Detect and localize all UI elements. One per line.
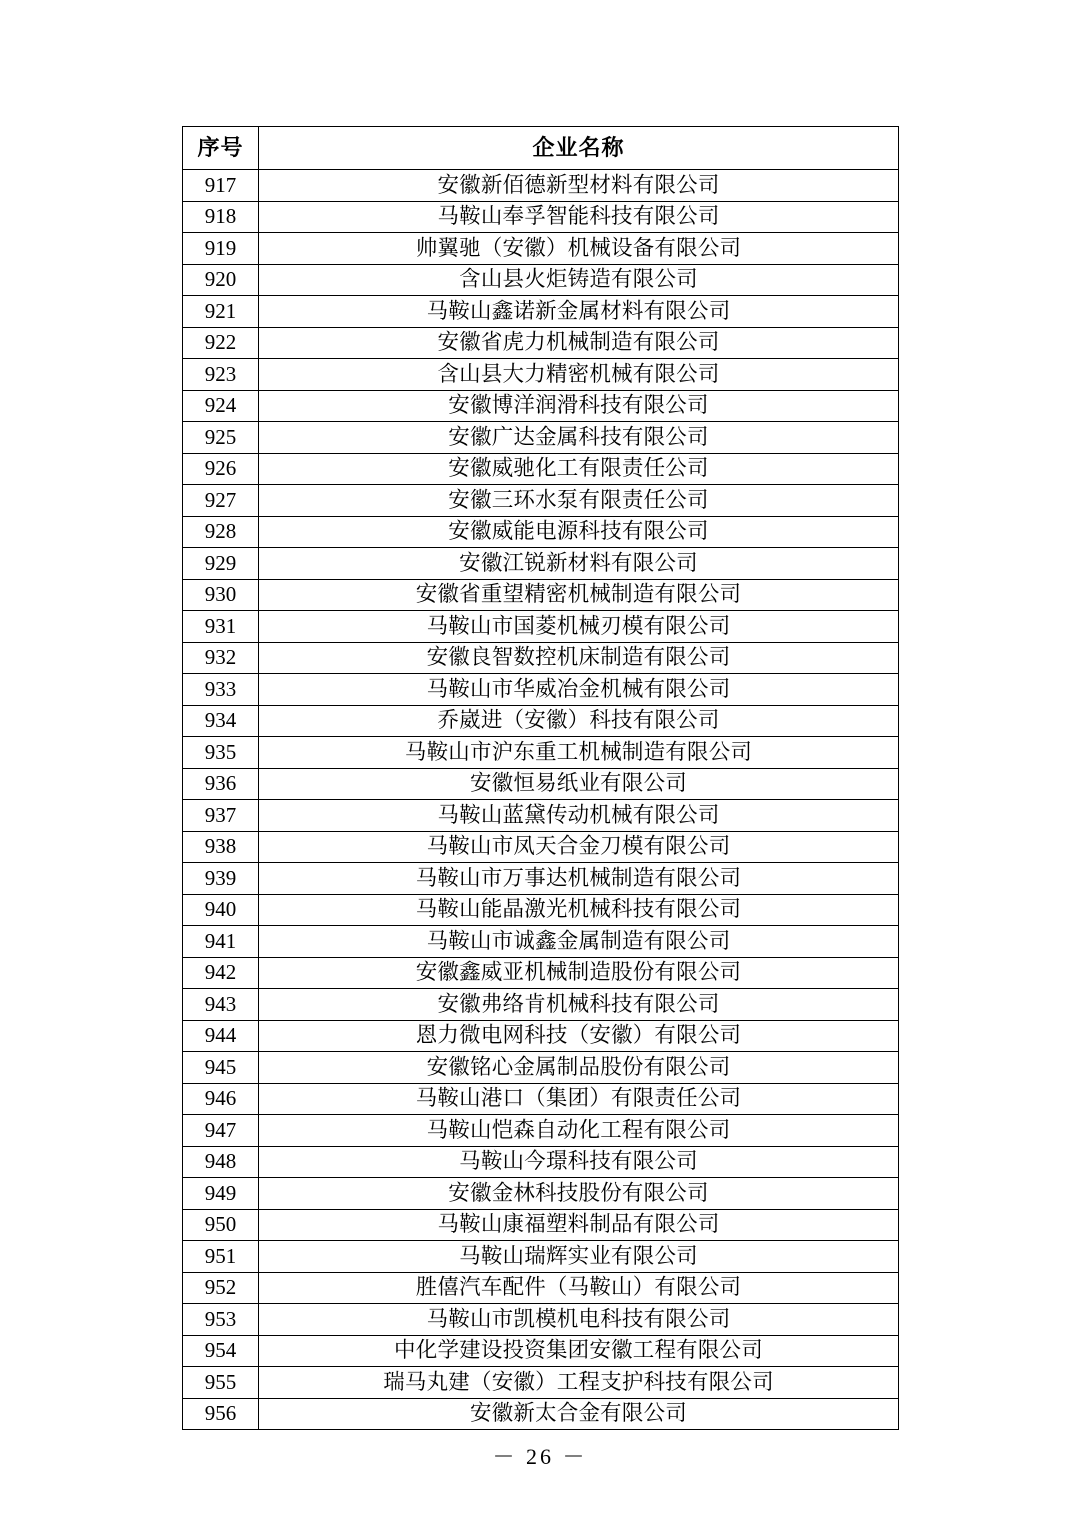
- enterprise-name-cell: 马鞍山市诚鑫金属制造有限公司: [259, 926, 899, 958]
- enterprise-listing-table: [182, 126, 899, 1430]
- row-index-cell: 952: [183, 1272, 259, 1304]
- enterprise-name-cell: 乔崴进（安徽）科技有限公司: [259, 705, 899, 737]
- row-index-cell: 951: [183, 1241, 259, 1273]
- row-index-cell: 928: [183, 516, 259, 548]
- row-index-cell: 955: [183, 1367, 259, 1399]
- row-index-cell: 949: [183, 1178, 259, 1210]
- enterprise-name-cell: 安徽良智数控机床制造有限公司: [259, 642, 899, 674]
- table-row: [183, 989, 899, 1021]
- table-row: [183, 548, 899, 580]
- row-index-cell: 934: [183, 705, 259, 737]
- enterprise-name-cell: 安徽威驰化工有限责任公司: [259, 453, 899, 485]
- enterprise-name-cell: 胜僖汽车配件（马鞍山）有限公司: [259, 1272, 899, 1304]
- row-index-cell: 948: [183, 1146, 259, 1178]
- table-row: [183, 327, 899, 359]
- row-index-cell: 950: [183, 1209, 259, 1241]
- row-index-cell: 923: [183, 359, 259, 391]
- row-index-cell: 918: [183, 201, 259, 233]
- table-row: [183, 1178, 899, 1210]
- enterprise-name-cell: 瑞马丸建（安徽）工程支护科技有限公司: [259, 1367, 899, 1399]
- table-row: [183, 1146, 899, 1178]
- enterprise-name-cell: 安徽省虎力机械制造有限公司: [259, 327, 899, 359]
- enterprise-name-cell: 安徽威能电源科技有限公司: [259, 516, 899, 548]
- table-body: [183, 170, 899, 1430]
- table-row: [183, 1083, 899, 1115]
- row-index-cell: 956: [183, 1398, 259, 1430]
- enterprise-name-cell: 含山县大力精密机械有限公司: [259, 359, 899, 391]
- table-row: [183, 453, 899, 485]
- table-row: [183, 1335, 899, 1367]
- row-index-cell: 927: [183, 485, 259, 517]
- row-index-cell: 947: [183, 1115, 259, 1147]
- enterprise-name-cell: 中化学建设投资集团安徽工程有限公司: [259, 1335, 899, 1367]
- enterprise-name-cell: 马鞍山奉孚智能科技有限公司: [259, 201, 899, 233]
- table-row: [183, 1367, 899, 1399]
- row-index-cell: 933: [183, 674, 259, 706]
- enterprise-name-cell: 安徽金林科技股份有限公司: [259, 1178, 899, 1210]
- table-row: [183, 1398, 899, 1430]
- enterprise-name-cell: 含山县火炬铸造有限公司: [259, 264, 899, 296]
- enterprise-name-cell: 安徽三环水泵有限责任公司: [259, 485, 899, 517]
- table-row: [183, 737, 899, 769]
- enterprise-name-cell: 安徽新佰德新型材料有限公司: [259, 170, 899, 202]
- row-index-cell: 917: [183, 170, 259, 202]
- row-index-cell: 929: [183, 548, 259, 580]
- table-row: [183, 705, 899, 737]
- row-index-cell: 932: [183, 642, 259, 674]
- row-index-cell: 953: [183, 1304, 259, 1336]
- table-row: [183, 201, 899, 233]
- table-row: [183, 1304, 899, 1336]
- enterprise-name-cell: 马鞍山市沪东重工机械制造有限公司: [259, 737, 899, 769]
- table-row: [183, 1272, 899, 1304]
- enterprise-listing-table-wrapper: [182, 126, 898, 1430]
- table-row: [183, 516, 899, 548]
- enterprise-name-cell: 马鞍山港口（集团）有限责任公司: [259, 1083, 899, 1115]
- enterprise-name-cell: 安徽省重望精密机械制造有限公司: [259, 579, 899, 611]
- table-header-row: [183, 127, 899, 170]
- enterprise-name-cell: 安徽铭心金属制品股份有限公司: [259, 1052, 899, 1084]
- row-index-cell: 920: [183, 264, 259, 296]
- enterprise-name-cell: 安徽鑫威亚机械制造股份有限公司: [259, 957, 899, 989]
- row-index-cell: 937: [183, 800, 259, 832]
- table-row: [183, 359, 899, 391]
- table-row: [183, 1115, 899, 1147]
- enterprise-name-cell: 安徽恒易纸业有限公司: [259, 768, 899, 800]
- table-row: [183, 485, 899, 517]
- row-index-cell: 942: [183, 957, 259, 989]
- row-index-cell: 930: [183, 579, 259, 611]
- table-row: [183, 800, 899, 832]
- row-index-cell: 936: [183, 768, 259, 800]
- enterprise-name-cell: 马鞍山能晶激光机械科技有限公司: [259, 894, 899, 926]
- table-row: [183, 831, 899, 863]
- row-index-cell: 935: [183, 737, 259, 769]
- enterprise-name-cell: 马鞍山康福塑料制品有限公司: [259, 1209, 899, 1241]
- enterprise-name-cell: 马鞍山市万事达机械制造有限公司: [259, 863, 899, 895]
- row-index-cell: 922: [183, 327, 259, 359]
- enterprise-name-cell: 恩力微电网科技（安徽）有限公司: [259, 1020, 899, 1052]
- row-index-cell: 925: [183, 422, 259, 454]
- table-row: [183, 233, 899, 265]
- table-row: [183, 642, 899, 674]
- table-row: [183, 170, 899, 202]
- table-row: [183, 926, 899, 958]
- table-row: [183, 957, 899, 989]
- enterprise-name-cell: 马鞍山恺森自动化工程有限公司: [259, 1115, 899, 1147]
- table-row: [183, 1209, 899, 1241]
- row-index-cell: 924: [183, 390, 259, 422]
- table-row: [183, 296, 899, 328]
- column-header-enterprise-name: 企业名称: [259, 127, 899, 170]
- table-row: [183, 264, 899, 296]
- row-index-cell: 941: [183, 926, 259, 958]
- table-row: [183, 390, 899, 422]
- row-index-cell: 919: [183, 233, 259, 265]
- enterprise-name-cell: 帅翼驰（安徽）机械设备有限公司: [259, 233, 899, 265]
- enterprise-name-cell: 安徽弗络肯机械科技有限公司: [259, 989, 899, 1021]
- enterprise-name-cell: 安徽广达金属科技有限公司: [259, 422, 899, 454]
- row-index-cell: 946: [183, 1083, 259, 1115]
- enterprise-name-cell: 安徽新太合金有限公司: [259, 1398, 899, 1430]
- table-row: [183, 1052, 899, 1084]
- row-index-cell: 939: [183, 863, 259, 895]
- row-index-cell: 954: [183, 1335, 259, 1367]
- row-index-cell: 940: [183, 894, 259, 926]
- row-index-cell: 944: [183, 1020, 259, 1052]
- table-row: [183, 611, 899, 643]
- table-row: [183, 674, 899, 706]
- page-number: － 26 －: [492, 1444, 588, 1469]
- enterprise-name-cell: 马鞍山鑫诺新金属材料有限公司: [259, 296, 899, 328]
- enterprise-name-cell: 安徽江锐新材料有限公司: [259, 548, 899, 580]
- table-row: [183, 768, 899, 800]
- enterprise-name-cell: 马鞍山瑞辉实业有限公司: [259, 1241, 899, 1273]
- table-row: [183, 894, 899, 926]
- enterprise-name-cell: 马鞍山市凤天合金刀模有限公司: [259, 831, 899, 863]
- row-index-cell: 921: [183, 296, 259, 328]
- enterprise-name-cell: 马鞍山市凯模机电科技有限公司: [259, 1304, 899, 1336]
- table-row: [183, 1241, 899, 1273]
- table-row: [183, 579, 899, 611]
- enterprise-name-cell: 马鞍山今璟科技有限公司: [259, 1146, 899, 1178]
- row-index-cell: 926: [183, 453, 259, 485]
- row-index-cell: 931: [183, 611, 259, 643]
- enterprise-name-cell: 安徽博洋润滑科技有限公司: [259, 390, 899, 422]
- table-row: [183, 422, 899, 454]
- row-index-cell: 938: [183, 831, 259, 863]
- enterprise-name-cell: 马鞍山市华威冶金机械有限公司: [259, 674, 899, 706]
- column-header-index: 序号: [183, 127, 259, 170]
- table-row: [183, 863, 899, 895]
- row-index-cell: 945: [183, 1052, 259, 1084]
- table-row: [183, 1020, 899, 1052]
- enterprise-name-cell: 马鞍山市国菱机械刃模有限公司: [259, 611, 899, 643]
- row-index-cell: 943: [183, 989, 259, 1021]
- table-header: [183, 127, 899, 170]
- enterprise-name-cell: 马鞍山蓝黛传动机械有限公司: [259, 800, 899, 832]
